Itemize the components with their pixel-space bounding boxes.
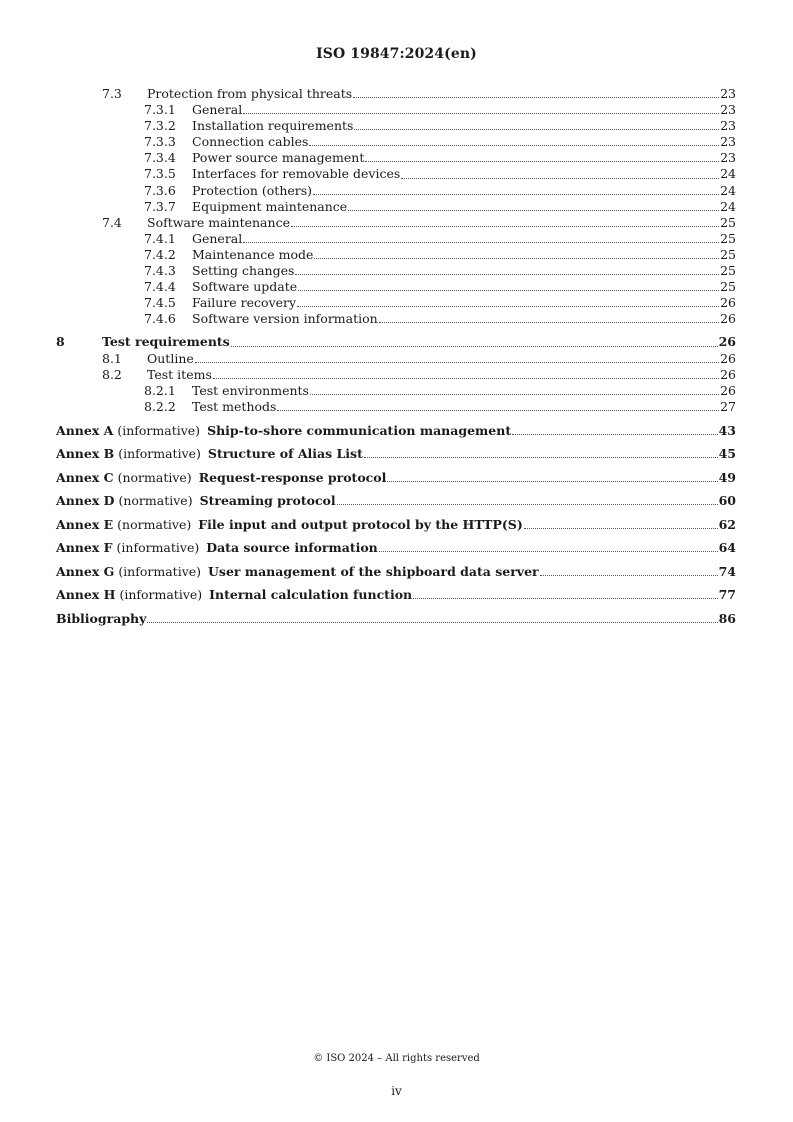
toc-entry-annex[interactable] <box>56 470 736 486</box>
toc-entry[interactable] <box>56 215 736 231</box>
dot-leader <box>379 322 719 323</box>
dot-leader <box>277 410 719 411</box>
toc-entry-title: Connection cables <box>192 134 309 150</box>
toc-entry-title: Equipment maintenance <box>192 198 348 214</box>
toc-entry-annex[interactable] <box>56 423 736 439</box>
annex-type: (informative) <box>118 563 202 579</box>
toc-entry[interactable] <box>56 367 736 383</box>
annex-type: (normative) <box>117 469 192 485</box>
toc-entry-title: Test items <box>147 366 212 382</box>
toc-entry-title: Interfaces for removable devices <box>192 166 401 182</box>
annex-page: 49 <box>718 469 736 485</box>
toc-entry-page: 27 <box>720 398 736 414</box>
toc-entry-page: 26 <box>720 382 736 398</box>
dot-leader <box>337 504 718 505</box>
annex-title: Internal calculation function <box>209 587 413 603</box>
toc-entry-page: 25 <box>720 263 736 279</box>
toc-entry-number: 7.3.1 <box>144 102 176 118</box>
annex-page: 64 <box>718 540 736 556</box>
toc-entry-title: Installation requirements <box>192 118 354 134</box>
dot-leader <box>231 346 718 347</box>
dot-leader <box>364 457 718 458</box>
dot-leader <box>309 145 719 146</box>
toc-entry-annex[interactable] <box>56 446 736 462</box>
toc-entry-annex[interactable] <box>56 587 736 603</box>
annex-type: (normative) <box>117 516 192 532</box>
toc-entry[interactable] <box>56 263 736 279</box>
dot-leader <box>298 290 719 291</box>
annex-title: Streaming protocol <box>199 493 336 509</box>
toc-entry-number: 7.3.3 <box>144 134 176 150</box>
annex-type: (informative) <box>118 446 201 462</box>
toc-entry[interactable] <box>56 295 736 311</box>
toc-entry-page: 23 <box>720 150 736 166</box>
annex-title: File input and output protocol by the HTTP(S) <box>198 516 523 532</box>
toc-entry-number: 8.2 <box>102 366 122 382</box>
toc-entry-annex[interactable] <box>56 564 736 580</box>
toc-entry[interactable] <box>56 150 736 166</box>
toc-entry-page: 24 <box>720 182 736 198</box>
dot-leader <box>310 394 719 395</box>
toc-entry-title: Failure recovery <box>192 295 297 311</box>
toc-entry-title: Setting changes <box>192 263 295 279</box>
annex-label: Annex F <box>56 540 113 556</box>
toc-entry-page: 26 <box>718 334 736 350</box>
toc-entry-page: 23 <box>720 86 736 101</box>
toc-entry-number: 7.3.5 <box>144 166 176 182</box>
toc-entry-number: 7.3.7 <box>144 198 176 214</box>
dot-leader <box>348 210 719 211</box>
annex-label: Annex A <box>56 422 114 438</box>
toc-entry-page: 25 <box>720 246 736 262</box>
document-header: ISO 19847:2024(en) <box>316 46 477 62</box>
toc-entry-number: 7.4.5 <box>144 295 176 311</box>
annex-page: 45 <box>718 446 736 462</box>
annex-entries <box>56 423 736 604</box>
dot-leader <box>147 622 717 623</box>
toc-entry-number: 7.3 <box>102 86 122 101</box>
toc-entry[interactable] <box>56 183 736 199</box>
toc-entry[interactable] <box>56 199 736 215</box>
toc-entry-number: 8 <box>56 334 65 350</box>
annex-label: Annex D <box>56 493 115 509</box>
dot-leader <box>540 575 718 576</box>
toc-entry-number: 7.4.4 <box>144 279 176 295</box>
annex-page: 60 <box>718 493 736 509</box>
toc-entry-page: 24 <box>720 198 736 214</box>
toc-entry-title: Test environments <box>192 382 309 398</box>
annex-label: Annex H <box>56 587 116 603</box>
annex-label: Annex G <box>56 563 115 579</box>
toc-entry[interactable] <box>56 334 736 350</box>
toc-entry-title: Software maintenance <box>147 214 290 230</box>
toc-entry-title: Software version information <box>192 311 378 327</box>
toc-entry-title: Protection from physical threats <box>147 86 353 101</box>
dot-leader <box>524 528 718 529</box>
dot-leader <box>387 481 717 482</box>
toc-entry-number: 7.4.2 <box>144 246 176 262</box>
toc-entry-page: 86 <box>718 610 736 626</box>
toc-entry-page: 26 <box>720 350 736 366</box>
dot-leader <box>297 306 719 307</box>
annex-type: (informative) <box>117 422 201 438</box>
toc-entry-number: 7.3.4 <box>144 150 176 166</box>
annex-page: 74 <box>718 563 736 579</box>
dot-leader <box>213 378 719 379</box>
toc-entry[interactable] <box>56 231 736 247</box>
annex-page: 77 <box>718 587 736 603</box>
toc-entry-page: 25 <box>720 279 736 295</box>
toc-entry[interactable] <box>56 134 736 150</box>
toc-entry-annex[interactable] <box>56 493 736 509</box>
annex-title: Ship-to-shore communication management <box>207 422 512 438</box>
toc-entry-number: 7.4 <box>102 214 122 230</box>
toc-entry[interactable] <box>56 166 736 182</box>
copyright-notice: © ISO 2024 – All rights reserved <box>313 1053 480 1064</box>
dot-leader <box>243 113 719 114</box>
dot-leader <box>243 242 719 243</box>
toc-entry-title: General <box>192 102 243 118</box>
annex-type: (informative) <box>119 587 203 603</box>
toc-entry-bibliography[interactable] <box>56 611 736 627</box>
annex-type: (normative) <box>118 493 193 509</box>
toc-entry-number: 7.4.3 <box>144 263 176 279</box>
toc-entry-title: Outline <box>147 350 194 366</box>
toc-entry-number: 8.2.2 <box>144 398 176 414</box>
annex-label: Annex E <box>56 516 114 532</box>
dot-leader <box>365 161 719 162</box>
dot-leader <box>295 274 719 275</box>
toc-entry-page: 23 <box>720 118 736 134</box>
annex-title: Structure of Alias List <box>207 446 363 462</box>
toc-entry[interactable] <box>56 279 736 295</box>
dot-leader <box>413 598 717 599</box>
toc-entry-title: Power source management <box>192 150 365 166</box>
annex-page: 62 <box>718 516 736 532</box>
toc-entry-page: 26 <box>720 311 736 327</box>
toc-entries <box>56 86 736 415</box>
dot-leader <box>379 551 718 552</box>
annex-label: Annex B <box>56 446 115 462</box>
annex-label: Annex C <box>56 469 114 485</box>
toc-entry[interactable] <box>56 383 736 399</box>
toc-entry-title: General <box>192 230 243 246</box>
dot-leader <box>353 97 719 98</box>
toc-entry[interactable] <box>56 118 736 134</box>
page-number: iv <box>391 1084 402 1098</box>
dot-leader <box>313 194 719 195</box>
annex-type: (informative) <box>116 540 200 556</box>
toc-entry-title: Test requirements <box>102 334 230 350</box>
annex-title: User management of the shipboard data server <box>208 563 539 579</box>
toc-entry-page: 24 <box>720 166 736 182</box>
toc-entry-page: 23 <box>720 134 736 150</box>
dot-leader <box>512 434 718 435</box>
dot-leader <box>195 362 719 363</box>
toc-entry[interactable] <box>56 102 736 118</box>
toc-entry-page: 26 <box>720 295 736 311</box>
dot-leader <box>314 258 719 259</box>
toc-entry-number: 8.1 <box>102 350 122 366</box>
toc-entry-number: 7.3.6 <box>144 182 176 198</box>
toc-entry-title: Software update <box>192 279 298 295</box>
toc-entry-number: 8.2.1 <box>144 382 176 398</box>
toc-entry-annex[interactable] <box>56 517 736 533</box>
toc-entry[interactable] <box>56 247 736 263</box>
table-of-contents <box>56 86 736 627</box>
annex-title: Data source information <box>206 540 378 556</box>
toc-entry-page: 23 <box>720 102 736 118</box>
toc-entry-title: Bibliography <box>56 610 147 626</box>
toc-entry-page: 25 <box>720 230 736 246</box>
toc-entry-page: 26 <box>720 366 736 382</box>
toc-entry[interactable] <box>56 311 736 327</box>
toc-entry[interactable] <box>56 86 736 102</box>
toc-entry-number: 7.4.1 <box>144 230 176 246</box>
annex-title: Request-response protocol <box>198 469 387 485</box>
toc-entry-title: Test methods <box>192 398 277 414</box>
toc-entry-annex[interactable] <box>56 540 736 556</box>
annex-page: 43 <box>718 422 736 438</box>
dot-leader <box>291 226 719 227</box>
dot-leader <box>401 178 719 179</box>
toc-entry-number: 7.4.6 <box>144 311 176 327</box>
toc-entry-number: 7.3.2 <box>144 118 176 134</box>
dot-leader <box>354 129 719 130</box>
toc-entry-title: Maintenance mode <box>192 246 314 262</box>
toc-entry[interactable] <box>56 399 736 415</box>
toc-entry-page: 25 <box>720 214 736 230</box>
toc-entry[interactable] <box>56 351 736 367</box>
toc-entry-title: Protection (others) <box>192 182 313 198</box>
